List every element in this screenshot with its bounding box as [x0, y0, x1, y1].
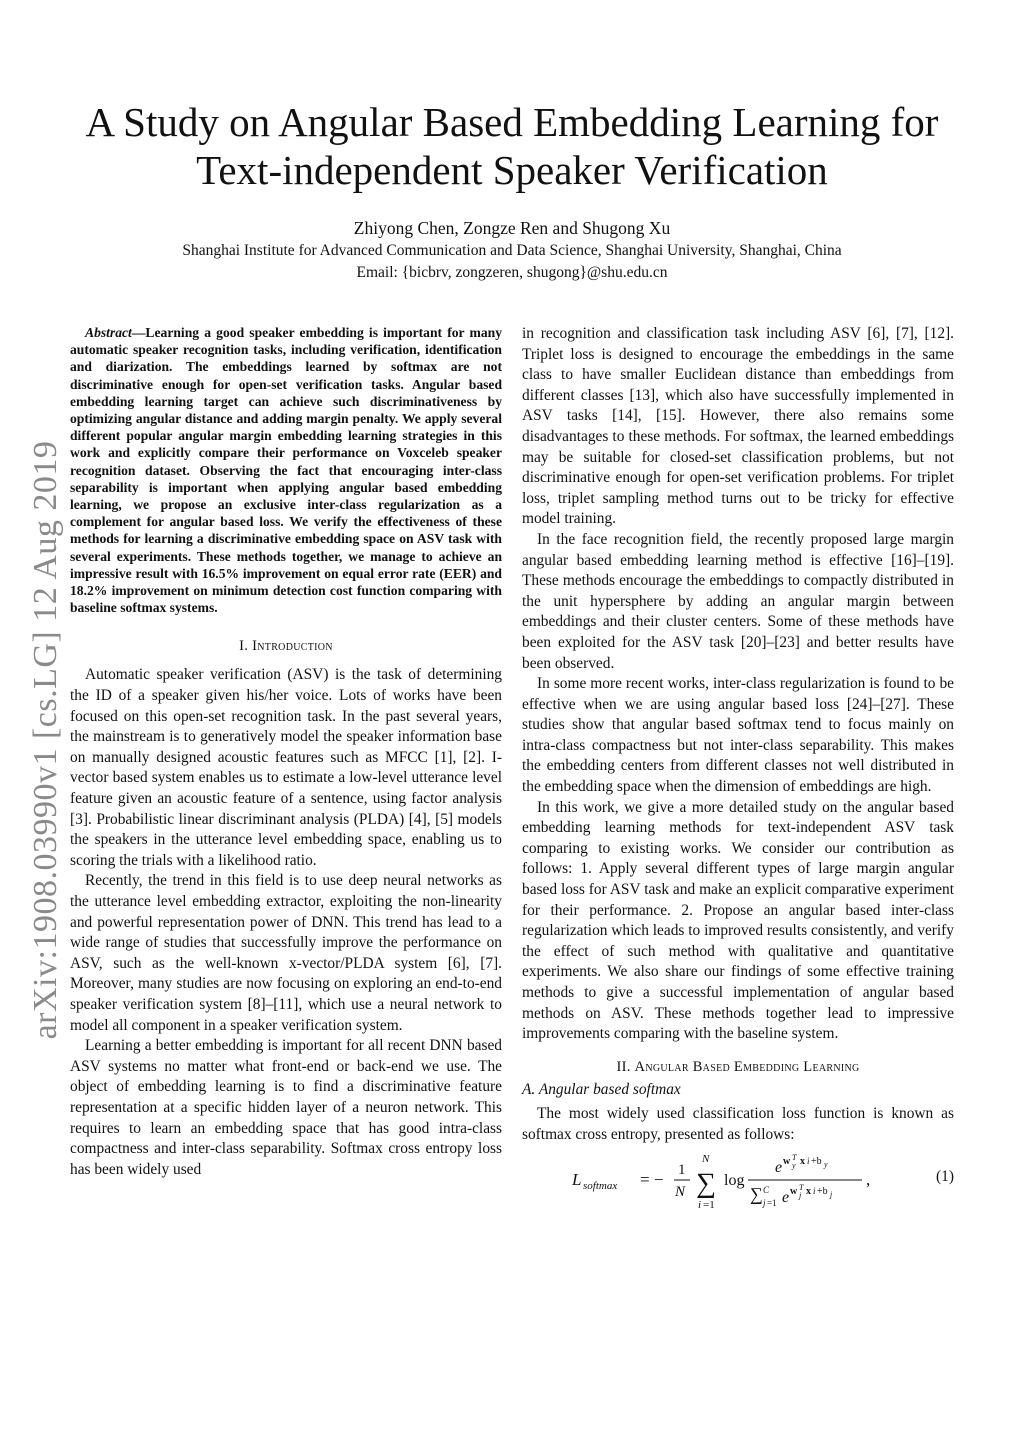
svg-text:x: x [800, 1155, 805, 1167]
paragraph: In some more recent works, inter-class regularization is found to be effective when we are using angular based loss [24]–[27]. These studies show that angular based softmax tend to focus mainly on intra-class compactness but not inter-class separability. This makes the embedding centers from different classes not well distributed in the embedding space when the dimension of embeddings are high. [522, 675, 954, 796]
section-heading-angular [522, 1059, 954, 1076]
svg-text:+b: +b [817, 1185, 828, 1197]
paragraph: Recently, the trend in this field is to use deep neural networks as the utterance level embedding extractor, exploiting the non-linearity and powerful representation power of DNN. This trend has lead to a wide range of studies that successfully improve the performance on ASV, such as the well-known x-vector/PLDA system [6], [7]. Moreover, many studies are now focusing on exploring an end-to-end speaker verification system [8]–[11], which use a neural network to model all component in a speaker verification system. [70, 872, 502, 1034]
svg-text:= −: = − [640, 1169, 664, 1189]
arxiv-identifier: arXiv:1908.03990v1 [cs.LG] 12 Aug 2019 [27, 440, 64, 1040]
right-column [522, 324, 954, 1220]
section-number: II. [616, 1058, 635, 1075]
abstract-label: Abstract [85, 325, 132, 340]
svg-text:N: N [702, 1152, 710, 1165]
abstract [70, 324, 502, 616]
svg-text:T: T [792, 1152, 797, 1162]
svg-text:∑: ∑ [750, 1183, 763, 1204]
svg-text:L: L [572, 1169, 582, 1189]
svg-text:∑: ∑ [696, 1167, 716, 1199]
left-column [70, 324, 502, 1180]
equation-softmax [522, 1150, 954, 1220]
paragraph: Learning a better embedding is important for all recent DNN based ASV systems no matter what front-end or back-end we use. The object of embedding learning is to find a discriminative feature representation at a specific hidden layer of a neuron network. This requires to learn an embedding space that has good intra-class compactness and inter-class separability. Softmax cross entropy loss has been widely used [70, 1037, 502, 1178]
svg-text:+b: +b [811, 1155, 822, 1167]
svg-text:j: j [763, 1197, 766, 1208]
svg-text:,: , [866, 1169, 871, 1189]
paragraph-continuation: in recognition and classification task including ASV [6], [7], [12]. Triplet loss is designed to encourage the embeddings in the same class to have smaller Euclidean distance than embeddings from different classes [13], which also have successfully implemented in ASV tasks [14], [15]. However, there also remains some disadvantages to these methods. For softmax, the learned embeddings may be suitable for closed-set classification problems, but not discriminative enough for open-set verification problems. For triplet loss, triplet sampling method turns out to be tricky for effective model training. [522, 325, 954, 528]
svg-text:w: w [783, 1155, 791, 1167]
svg-text:e: e [775, 1158, 783, 1176]
svg-text:i: i [807, 1155, 810, 1166]
equation-graphic [572, 1150, 912, 1220]
svg-text:i: i [813, 1185, 816, 1196]
paper-title: A Study on Angular Based Embedding Learning for Text-independent Speaker Verification [85, 99, 939, 193]
svg-text:w: w [790, 1185, 798, 1197]
svg-text:N: N [675, 1183, 686, 1200]
authors: Zhiyong Chen, Zongze Ren and Shugong Xu [353, 218, 671, 238]
section-number: I. [239, 638, 253, 655]
paragraph: Automatic speaker verification (ASV) is the task of determining the ID of a speaker given his/her voice. Lots of works have been focused on this open-set recognition task. In the past several years, the mainstream is to generatively model the speaker information base on manually designed acoustic features such as MFCC [1], [2]. I-vector based system enables us to estimate a low-level utterance level feature given an acoustic feature of a sentence, using factor analysis [3]. Probabilistic linear discriminant analysis (PLDA) [4], [5] models the speakers in the utterance level embedding space, enabling us to scoring the trials with a likelihood ratio. [70, 666, 502, 869]
svg-text:=1: =1 [767, 1197, 777, 1208]
svg-text:C: C [763, 1184, 770, 1195]
paragraph: In the face recognition field, the recently proposed large margin angular based embedding learning method is effective [16]–[19]. These methods encourage the embeddings to compactly distributed in the unit hypersphere by adding an angular margin between embeddings and their cluster centers. Some of these methods have been exploited for the ASV task [20]–[23] and better results have been observed. [522, 530, 954, 672]
svg-text:log: log [724, 1171, 745, 1189]
svg-text:=1: =1 [703, 1198, 715, 1211]
affiliation: Shanghai Institute for Advanced Communication and Data Science, Shanghai University, Shanghai, China [182, 242, 842, 259]
svg-text:j: j [830, 1189, 833, 1199]
section-title: Introduction [252, 638, 333, 655]
svg-text:e: e [782, 1188, 790, 1206]
svg-text:y: y [824, 1159, 828, 1169]
paragraph: In this work, we give a more detailed study on the angular based embedding learning methods for text-independent ASV task comparing to existing works. We consider our contribution as follows: 1. Apply several different types of large margin angular based loss for ASV task and make an explicit comparative experiment for their performance. 2. Propose an angular based inter-class regularization which leads to improved results consistently, and verify the effect of such method with qualitative and quantitative experiments. We also share our findings of some effective training methods to give a successful implementation of angular based methods on ASV. These methods together lead to impressive improvements comparing with the baseline system. [522, 798, 954, 1043]
section-title: Angular Based Embedding Learning [634, 1058, 860, 1075]
svg-text:y: y [792, 1160, 796, 1170]
equation-number: (1) [936, 1167, 954, 1185]
svg-text:T: T [799, 1182, 804, 1192]
svg-text:x: x [806, 1185, 811, 1197]
svg-text:j: j [799, 1190, 802, 1200]
paragraph: The most widely used classification loss function is known as softmax cross entropy, presented as follows: [522, 1105, 954, 1143]
svg-text:1: 1 [678, 1161, 686, 1178]
svg-text:softmax: softmax [583, 1179, 618, 1192]
subsection-heading: A. Angular based softmax [522, 1080, 681, 1098]
svg-text:i: i [698, 1198, 702, 1211]
abstract-text: —Learning a good speaker embedding is important for many automatic speaker recognition tasks, including verification, identification and diarization. The embeddings learned by softmax are not discriminative enough for open-set verification tasks. Angular based embedding learning target can achieve such discriminativeness by optimizing angular distance and adding margin penalty. We apply several different popular angular margin embedding learning strategies in this work and explicitly compare their performance on Voxceleb speaker recognition dataset. Observing the fact that encouraging inter-class separability is important when applying angular based embedding learning, we propose an exclusive inter-class regularization as a complement for angular based loss. We verify the effectiveness of these methods for learning a discriminative embedding space on ASV task with several experiments. These methods together, we manage to achieve an impressive result with 16.5% improvement on equal error rate (EER) and 18.2% improvement on minimum detection cost function comparing with baseline softmax systems. [70, 325, 502, 616]
section-heading-introduction [70, 638, 502, 655]
email: Email: {bicbrv, zongzeren, shugong}@shu.edu.cn [356, 264, 668, 281]
